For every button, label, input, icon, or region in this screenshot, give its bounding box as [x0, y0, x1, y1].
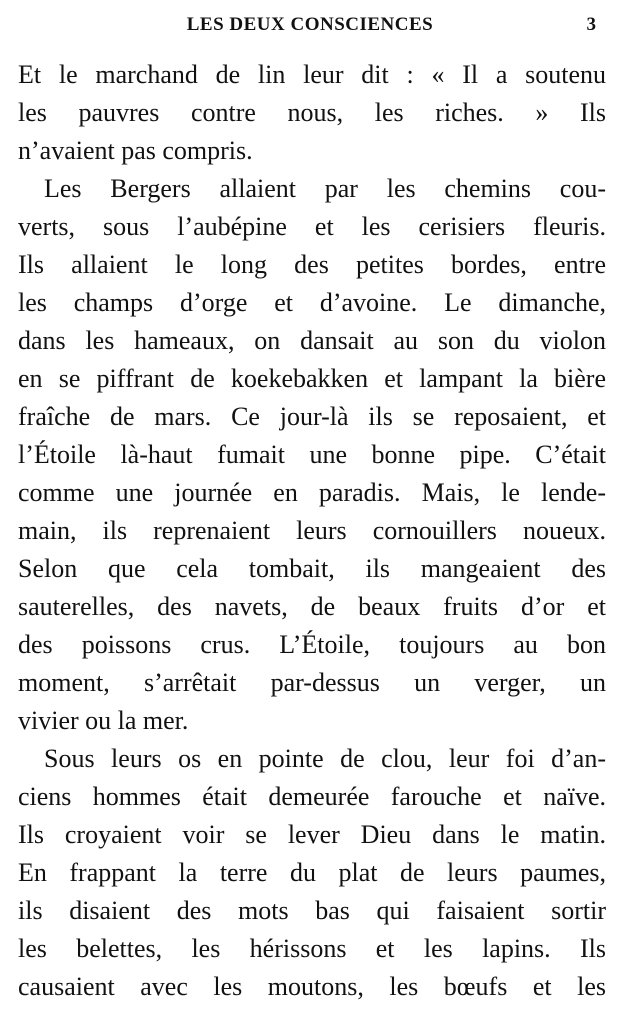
running-head [18, 10, 602, 40]
text-line: sauterelles, des navets, de beaux fruits d’or et [18, 592, 606, 621]
text-line: Les Bergers allaient par les chemins cou- [44, 174, 606, 203]
text-line: comme une journée en paradis. Mais, le lende- [18, 478, 606, 507]
text-line: n’avaient pas compris. [18, 136, 253, 165]
text-line: Sous leurs os en pointe de clou, leur foi d’an- [44, 744, 606, 773]
text-line: ils disaient des mots bas qui faisaient sortir [18, 896, 606, 925]
text-line: fraîche de mars. Ce jour-là ils se reposaient, et [18, 402, 606, 431]
text-line: vivier ou la mer. [18, 706, 189, 735]
text-line: les champs d’orge et d’avoine. Le dimanche, [18, 288, 606, 317]
text-line: les belettes, les hérissons et les lapins. Ils [18, 934, 606, 963]
text-line: causaient avec les moutons, les bœufs et les [18, 972, 606, 1001]
text-line: Ils allaient le long des petites bordes, entre [18, 250, 606, 279]
text-line: verts, sous l’aubépine et les cerisiers fleuris. [18, 212, 606, 241]
text-line: Selon que cela tombait, ils mangeaient des [18, 554, 606, 583]
text-line: dans les hameaux, on dansait au son du violon [18, 326, 606, 355]
text-line: l’Étoile là-haut fumait une bonne pipe. C’était [18, 440, 606, 469]
text-line: Et le marchand de lin leur dit : « Il a soutenu [18, 60, 606, 89]
paragraph [18, 170, 606, 740]
text-line: Ils croyaient voir se lever Dieu dans le matin. [18, 820, 606, 849]
page-number: 3 [586, 14, 596, 35]
paragraph [18, 56, 606, 170]
text-line: en se piffrant de koekebakken et lampant la bière [18, 364, 606, 393]
text-line: les pauvres contre nous, les riches. » Ils [18, 98, 606, 127]
text-line: main, ils reprenaient leurs cornouillers noueux. [18, 516, 606, 545]
running-title: LES DEUX CONSCIENCES [186, 14, 434, 35]
paragraph [18, 740, 606, 1006]
text-line: des poissons crus. L’Étoile, toujours au bon [18, 630, 606, 659]
text-line: moment, s’arrêtait par-dessus un verger, un [18, 668, 606, 697]
text-line: En frappant la terre du plat de leurs paumes, [18, 858, 606, 887]
body-text [18, 56, 606, 1006]
text-line: ciens hommes était demeurée farouche et naïve. [18, 782, 606, 811]
